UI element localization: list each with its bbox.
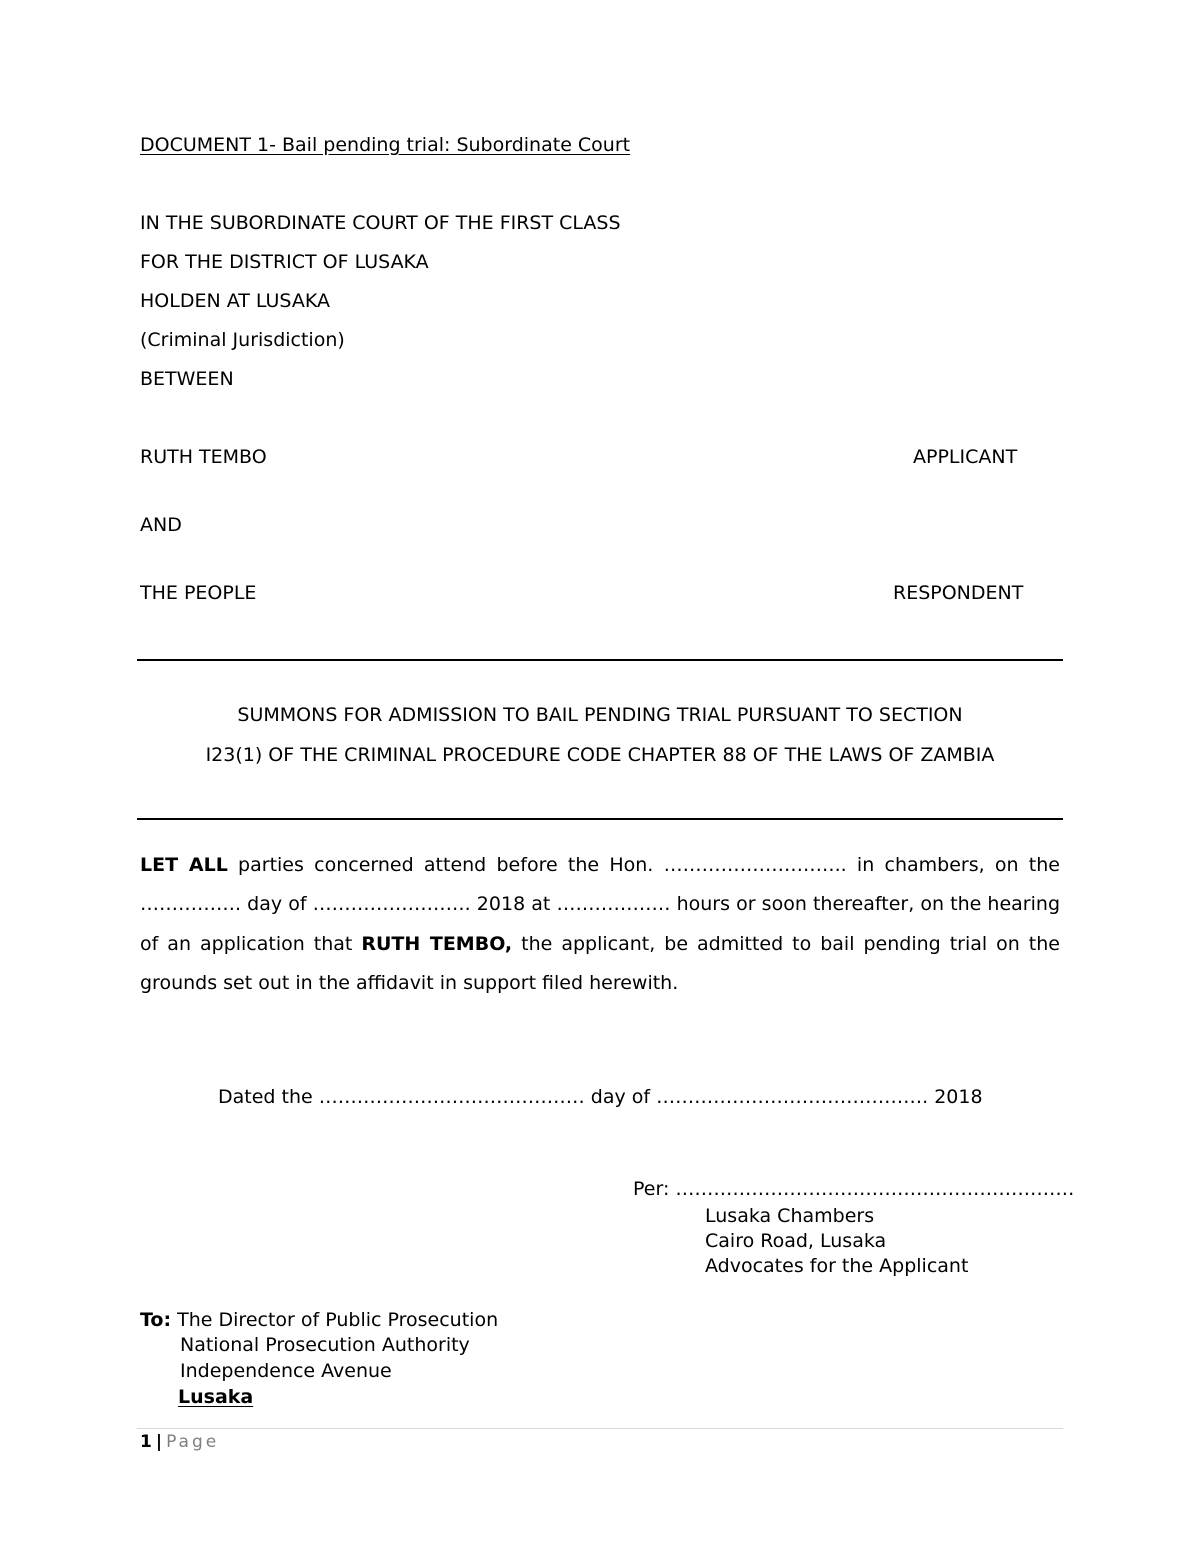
page-label: Page [166, 1432, 220, 1452]
summons-title [137, 695, 1063, 775]
between-line: BETWEEN [140, 368, 234, 390]
jurisdiction-line: (Criminal Jurisdiction) [140, 329, 345, 351]
page-number: 1 [140, 1432, 152, 1452]
page-footer [140, 1432, 219, 1452]
court-line-3: HOLDEN AT LUSAKA [140, 290, 330, 312]
bottom-divider [137, 818, 1063, 820]
court-line-1: IN THE SUBORDINATE COURT OF THE FIRST CLASS [140, 212, 621, 234]
to-label: To: [140, 1309, 172, 1331]
applicant-name: RUTH TEMBO [140, 446, 267, 468]
body-text-part-1: parties concerned attend before the Hon. ……………………….. in chambers, on the ……………. day of ……………………. 2018 at ……………… hours or soon thereafter, on the hearing of an application that [140, 854, 1060, 955]
summons-title-line-2: I23(1) OF THE CRIMINAL PROCEDURE CODE CHAPTER 88 OF THE LAWS OF ZAMBIA [205, 744, 995, 766]
addressee-first-line [140, 1308, 498, 1334]
addressee-city: Lusaka [178, 1386, 254, 1408]
document-heading: DOCUMENT 1- Bail pending trial: Subordinate Court [140, 134, 631, 156]
firm-address: Cairo Road, Lusaka [705, 1230, 887, 1252]
top-divider [137, 659, 1063, 661]
respondent-role: RESPONDENT [893, 582, 1024, 604]
respondent-name: THE PEOPLE [140, 582, 257, 604]
addressee-line-2: National Prosecution Authority [180, 1334, 470, 1356]
and-line: AND [140, 514, 182, 536]
per-signature-line: Per: ……………………………………………………… [633, 1178, 1075, 1200]
applicant-name-inline: RUTH TEMBO, [361, 932, 513, 955]
footer-separator: | [155, 1432, 163, 1452]
addressee-title: The Director of Public Prosecution [171, 1309, 499, 1331]
applicant-role: APPLICANT [913, 446, 1018, 468]
body-text-part-2: the applicant, be admitted to bail pending trial on the grounds set out in the affidavit in support filed herewith. [140, 932, 1060, 994]
court-line-2: FOR THE DISTRICT OF LUSAKA [140, 251, 429, 273]
firm-role: Advocates for the Applicant [705, 1255, 969, 1277]
summons-body-paragraph [140, 846, 1060, 1003]
let-all-lead: LET ALL [140, 854, 228, 876]
summons-title-line-1: SUMMONS FOR ADMISSION TO BAIL PENDING TRIAL PURSUANT TO SECTION [237, 704, 963, 726]
dated-line: Dated the …………………………………… day of ……………………………………. 2018 [218, 1086, 983, 1108]
firm-name: Lusaka Chambers [705, 1205, 875, 1227]
addressee-line-3: Independence Avenue [180, 1360, 392, 1382]
footer-divider [137, 1428, 1063, 1429]
